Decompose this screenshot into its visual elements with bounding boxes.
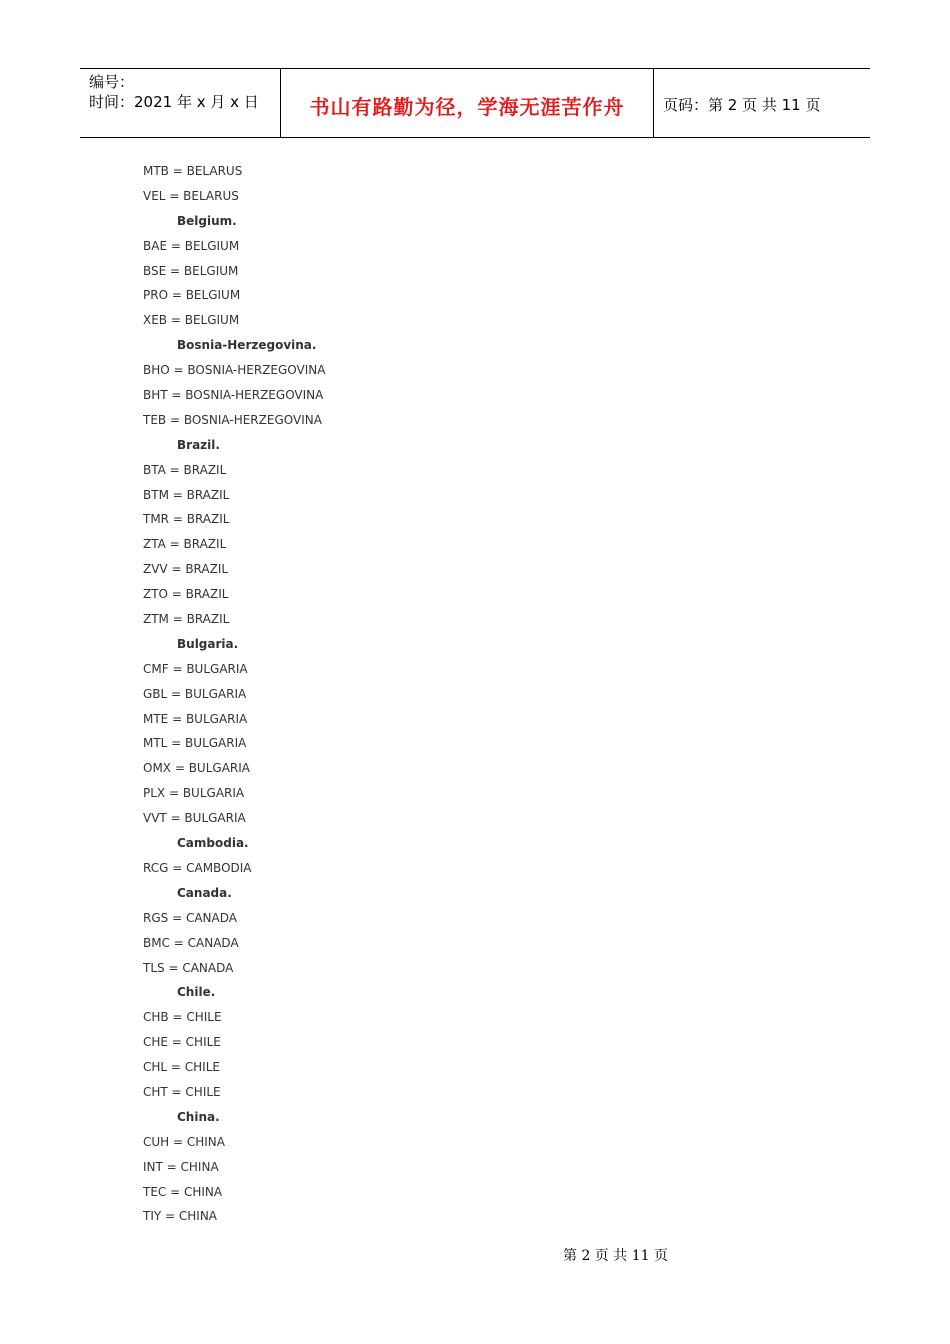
list-item: ZTM = BRAZIL [143,612,230,627]
list-item: TEB = BOSNIA-HERZEGOVINA [143,412,322,427]
list-item: CHL = CHILE [143,1060,220,1075]
list-item: BHO = BOSNIA-HERZEGOVINA [143,363,326,378]
document-time-label: 时间：2021 年 x 月 x 日 [89,93,259,111]
list-item: XEB = BELGIUM [143,313,240,328]
list-item: BMC = CANADA [143,935,239,950]
section-heading: Bosnia-Herzegovina. [177,338,317,353]
page-header [80,68,870,138]
list-item: ZVV = BRAZIL [143,562,229,577]
list-item: TMR = BRAZIL [143,512,230,527]
list-item: TIY = CHINA [143,1209,218,1224]
list-item: ZTO = BRAZIL [143,587,229,602]
list-item: ZTA = BRAZIL [143,537,227,552]
list-item: MTB = BELARUS [143,164,243,178]
page-footer: 第 2 页 共 11 页 [563,1248,668,1264]
list-item: PRO = BELGIUM [143,288,241,303]
list-item: BTM = BRAZIL [143,487,230,502]
list-item: GBL = BULGARIA [143,686,247,701]
header-page-info: 页码：第 2 页 共 11 页 [663,95,821,114]
list-item: MTL = BULGARIA [143,736,247,751]
list-item: CHB = CHILE [143,1010,222,1025]
list-item: BSE = BELGIUM [143,263,239,278]
section-heading: Chile. [177,985,216,1000]
list-item: TLS = CANADA [143,960,234,975]
list-item: RCG = CAMBODIA [143,860,252,875]
section-heading: Brazil. [177,437,220,452]
list-item: INT = CHINA [143,1159,219,1174]
list-item: PLX = BULGARIA [143,786,245,801]
list-item: OMX = BULGARIA [143,761,250,776]
code-country-list [143,159,325,1229]
list-item: BTA = BRAZIL [143,462,227,477]
section-heading: Belgium. [177,213,237,228]
section-heading: Canada. [177,885,232,900]
section-heading: Cambodia. [177,836,249,851]
section-heading: Bulgaria. [177,636,239,651]
list-item: CHE = CHILE [143,1035,221,1050]
document-number-label: 编号： [89,73,135,91]
list-item: CMF = BULGARIA [143,661,248,676]
header-meta [80,69,281,137]
list-item: VVT = BULGARIA [143,811,246,826]
list-item: VEL = BELARUS [143,188,239,203]
list-item: MTE = BULGARIA [143,711,248,726]
list-item: CUH = CHINA [143,1134,225,1149]
list-item: CHT = CHILE [143,1084,221,1099]
list-item: BAE = BELGIUM [143,238,240,253]
list-item: TEC = CHINA [143,1184,223,1199]
list-item: RGS = CANADA [143,910,237,925]
list-item: BHT = BOSNIA-HERZEGOVINA [143,388,324,403]
section-heading: China. [177,1109,220,1124]
header-motto: 书山有路勤为径，学海无涯苦作舟 [281,69,654,137]
